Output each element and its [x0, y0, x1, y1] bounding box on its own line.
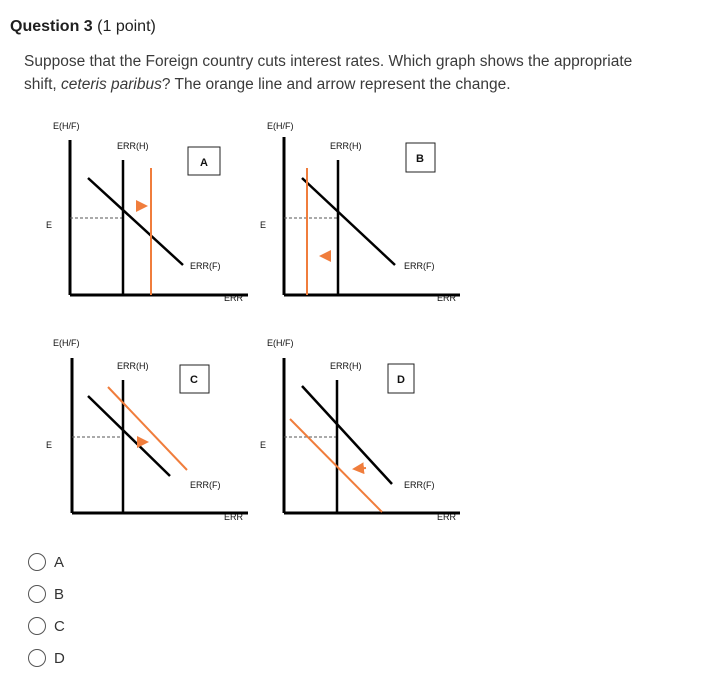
radio-c[interactable] — [28, 617, 46, 635]
graph-b — [260, 121, 460, 303]
x-axis-label: ERR — [224, 293, 244, 303]
option-b-label: B — [54, 585, 65, 603]
e-label: E — [46, 440, 53, 450]
e-label: E — [46, 220, 53, 230]
option-a[interactable] — [28, 551, 64, 573]
e-label: E — [260, 440, 267, 450]
y-axis-label: E(H/F) — [53, 121, 80, 131]
prompt-text-2: ? The orange line and arrow represent the change. — [161, 76, 511, 93]
err-f-label: ERR(F) — [190, 480, 221, 490]
question-number: Question 3 — [10, 18, 93, 35]
question-points: (1 point) — [97, 18, 156, 35]
graph-id: A — [200, 157, 208, 169]
err-f-label: ERR(F) — [190, 261, 221, 271]
shift-arrow — [354, 468, 366, 469]
err-f-label: ERR(F) — [404, 261, 435, 271]
y-axis-label: E(H/F) — [267, 121, 294, 131]
err-h-label: ERR(H) — [117, 141, 149, 151]
graph-id: C — [190, 374, 198, 386]
graph-c — [46, 338, 248, 522]
err-h-label: ERR(H) — [330, 141, 362, 151]
x-axis-label: ERR — [224, 512, 244, 522]
x-axis-label: ERR — [437, 512, 457, 522]
y-axis-label: E(H/F) — [267, 338, 294, 348]
err-h-label: ERR(H) — [117, 361, 149, 371]
prompt-italic: ceteris paribus — [61, 76, 162, 93]
graph-a — [46, 121, 248, 303]
option-c-label: C — [54, 617, 65, 635]
radio-b[interactable] — [28, 585, 46, 603]
err-f-curve — [302, 386, 392, 484]
graph-id: B — [416, 153, 424, 165]
radio-a[interactable] — [28, 553, 46, 571]
err-h-label: ERR(H) — [330, 361, 362, 371]
graph-d — [260, 338, 460, 522]
err-f-label: ERR(F) — [404, 480, 435, 490]
option-c[interactable] — [28, 615, 65, 637]
y-axis-label: E(H/F) — [53, 338, 80, 348]
graph-id: D — [397, 374, 405, 386]
x-axis-label: ERR — [437, 293, 457, 303]
prompt-text-1: Suppose that the Foreign country cuts interest rates. Which graph shows the appropriate shift, — [24, 53, 633, 93]
err-f-curve — [302, 178, 395, 265]
e-label: E — [260, 220, 267, 230]
radio-d[interactable] — [28, 649, 46, 667]
err-f-curve — [88, 178, 183, 265]
option-d-label: D — [54, 649, 65, 667]
option-b[interactable] — [28, 583, 64, 605]
option-d[interactable] — [28, 647, 65, 669]
option-a-label: A — [54, 553, 65, 571]
